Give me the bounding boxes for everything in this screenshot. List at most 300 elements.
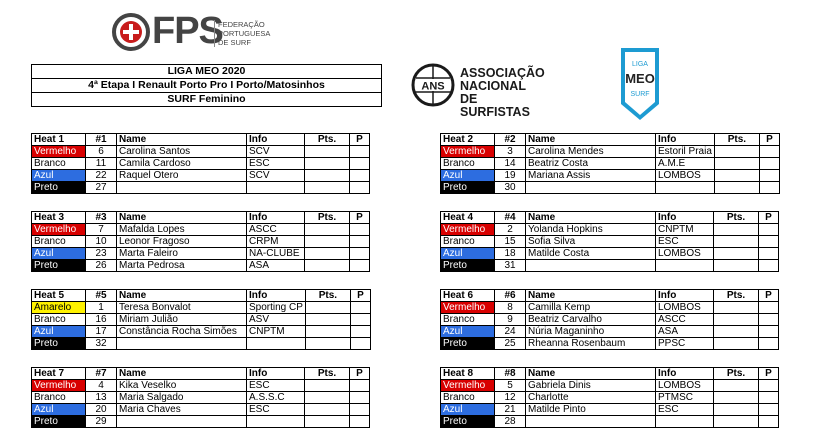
column-info-header: Info xyxy=(656,134,715,146)
column-pts-header: Pts. xyxy=(305,134,350,146)
points-cell xyxy=(714,224,759,236)
points-cell xyxy=(714,338,759,350)
points-cell xyxy=(714,170,759,182)
seed-number-cell: 21 xyxy=(495,404,526,416)
table-row xyxy=(441,260,779,272)
heat-number: #6 xyxy=(495,290,526,302)
club-info-cell: LOMBOS xyxy=(656,380,714,392)
ans-badge-text: ANS xyxy=(421,80,445,93)
table-row xyxy=(32,302,371,314)
club-info-cell: LOMBOS xyxy=(656,302,714,314)
club-info-cell: CNPTM xyxy=(656,224,714,236)
table-row xyxy=(32,158,370,170)
club-info-cell: CNPTM xyxy=(247,326,306,338)
club-info-cell: SCV xyxy=(247,170,305,182)
surfer-name-cell: Charlotte xyxy=(526,392,656,404)
jersey-color-cell: Azul xyxy=(441,326,495,338)
liga-top-text: LIGA xyxy=(632,61,648,68)
seed-number-cell: 17 xyxy=(86,326,117,338)
table-row xyxy=(441,302,779,314)
column-p-header: P xyxy=(350,212,370,224)
points-cell xyxy=(714,182,759,194)
club-info-cell: ESC xyxy=(247,158,305,170)
table-row xyxy=(441,326,779,338)
club-info-cell: ASCC xyxy=(247,224,305,236)
column-name-header: Name xyxy=(526,134,656,146)
column-p-header: P xyxy=(350,368,370,380)
surfer-name-cell xyxy=(526,416,656,428)
position-cell xyxy=(759,302,779,314)
ans-wordmark: ASSOCIAÇÃO NACIONAL DE SURFISTAS xyxy=(460,66,545,119)
surfer-name-cell: Gabriela Dinis xyxy=(526,380,656,392)
jersey-color-cell: Vermelho xyxy=(32,380,86,392)
column-name-header: Name xyxy=(117,212,247,224)
surfer-name-cell xyxy=(117,338,247,350)
points-cell xyxy=(714,248,759,260)
column-name-header: Name xyxy=(117,290,247,302)
position-cell xyxy=(350,158,370,170)
table-row xyxy=(441,404,779,416)
seed-number-cell: 27 xyxy=(86,182,117,194)
liga-meo-badge-icon xyxy=(619,46,661,122)
seed-number-cell: 22 xyxy=(86,170,117,182)
heat-header-row xyxy=(32,134,370,146)
surfer-name-cell xyxy=(526,260,656,272)
seed-number-cell: 32 xyxy=(86,338,117,350)
seed-number-cell: 1 xyxy=(86,302,117,314)
column-name-header: Name xyxy=(117,134,247,146)
table-row xyxy=(441,338,779,350)
position-cell xyxy=(350,146,370,158)
heat-label: Heat 8 xyxy=(441,368,495,380)
heat-label: Heat 6 xyxy=(441,290,495,302)
column-name-header: Name xyxy=(526,368,656,380)
position-cell xyxy=(759,326,779,338)
position-cell xyxy=(759,380,779,392)
club-info-cell xyxy=(247,182,305,194)
club-info-cell: SCV xyxy=(247,146,305,158)
club-info-cell: ESC xyxy=(247,404,305,416)
points-cell xyxy=(305,158,350,170)
position-cell xyxy=(350,260,370,272)
liga-meo-logo xyxy=(619,46,661,122)
fps-emblem-icon xyxy=(112,13,150,51)
club-info-cell: CRPM xyxy=(247,236,305,248)
table-row xyxy=(441,224,779,236)
seed-number-cell: 7 xyxy=(86,224,117,236)
surfer-name-cell: Yolanda Hopkins xyxy=(526,224,656,236)
column-name-header: Name xyxy=(117,368,247,380)
heat-header-row xyxy=(441,212,779,224)
club-info-cell: NA-CLUBE xyxy=(247,248,305,260)
club-info-cell: PPSC xyxy=(656,338,714,350)
position-cell xyxy=(350,404,370,416)
position-cell xyxy=(350,224,370,236)
seed-number-cell: 4 xyxy=(86,380,117,392)
surfer-name-cell: Maria Chaves xyxy=(117,404,247,416)
club-info-cell: A.S.S.C xyxy=(247,392,305,404)
heat-label: Heat 1 xyxy=(32,134,86,146)
column-pts-header: Pts. xyxy=(305,290,350,302)
surfer-name-cell: Camilla Kemp xyxy=(526,302,656,314)
column-pts-header: Pts. xyxy=(714,290,759,302)
event-line-1: LIGA MEO 2020 xyxy=(32,65,381,79)
position-cell xyxy=(350,248,370,260)
seed-number-cell: 31 xyxy=(495,260,526,272)
surfer-name-cell: Camila Cardoso xyxy=(117,158,247,170)
seed-number-cell: 19 xyxy=(495,170,526,182)
club-info-cell: Estoril Praia xyxy=(656,146,715,158)
club-info-cell xyxy=(656,416,714,428)
club-info-cell: ESC xyxy=(656,236,714,248)
heat-table-3 xyxy=(31,211,370,272)
column-pts-header: Pts. xyxy=(305,368,350,380)
jersey-color-cell: Preto xyxy=(32,182,86,194)
seed-number-cell: 11 xyxy=(86,158,117,170)
points-cell xyxy=(305,170,350,182)
position-cell xyxy=(350,170,370,182)
ans-logo xyxy=(410,62,545,119)
club-info-cell: ESC xyxy=(656,404,714,416)
heat-header-row xyxy=(441,290,779,302)
surfer-name-cell: Marta Pedrosa xyxy=(117,260,247,272)
heat-number: #2 xyxy=(495,134,526,146)
seed-number-cell: 3 xyxy=(495,146,526,158)
table-row xyxy=(441,158,780,170)
jersey-color-cell: Preto xyxy=(32,416,86,428)
column-pts-header: Pts. xyxy=(714,368,759,380)
position-cell xyxy=(350,302,370,314)
points-cell xyxy=(714,260,759,272)
surfer-name-cell: Carolina Santos xyxy=(117,146,247,158)
column-pts-header: Pts. xyxy=(714,212,759,224)
seed-number-cell: 20 xyxy=(86,404,117,416)
heat-header-row xyxy=(32,290,371,302)
position-cell xyxy=(759,260,779,272)
heat-header-row xyxy=(441,134,780,146)
points-cell xyxy=(305,146,350,158)
seed-number-cell: 2 xyxy=(495,224,526,236)
club-info-cell xyxy=(247,338,306,350)
jersey-color-cell: Preto xyxy=(441,182,495,194)
points-cell xyxy=(305,224,350,236)
table-row xyxy=(441,392,779,404)
jersey-color-cell: Preto xyxy=(441,416,495,428)
surfer-name-cell: Constância Rocha Simões xyxy=(117,326,247,338)
fps-subtitle: FEDERAÇÃO PORTUGUESA DE SURF xyxy=(214,20,270,47)
points-cell xyxy=(714,146,759,158)
seed-number-cell: 9 xyxy=(495,314,526,326)
table-row xyxy=(32,260,370,272)
position-cell xyxy=(759,182,779,194)
surfer-name-cell xyxy=(117,416,247,428)
column-info-header: Info xyxy=(656,368,714,380)
table-row xyxy=(32,380,370,392)
position-cell xyxy=(350,326,370,338)
jersey-color-cell: Branco xyxy=(441,236,495,248)
table-row xyxy=(441,380,779,392)
club-info-cell: LOMBOS xyxy=(656,170,715,182)
heat-number: #8 xyxy=(495,368,526,380)
table-row xyxy=(32,170,370,182)
jersey-color-cell: Preto xyxy=(32,260,86,272)
table-row xyxy=(32,146,370,158)
points-cell xyxy=(714,416,759,428)
jersey-color-cell: Azul xyxy=(32,404,86,416)
points-cell xyxy=(714,392,759,404)
seed-number-cell: 18 xyxy=(495,248,526,260)
table-row xyxy=(32,404,370,416)
heat-number: #7 xyxy=(86,368,117,380)
surfer-name-cell: Beatriz Carvalho xyxy=(526,314,656,326)
surfer-name-cell: Teresa Bonvalot xyxy=(117,302,247,314)
club-info-cell xyxy=(656,182,715,194)
points-cell xyxy=(305,248,350,260)
surfer-name-cell: Maria Salgado xyxy=(117,392,247,404)
table-row xyxy=(441,170,780,182)
jersey-color-cell: Vermelho xyxy=(32,224,86,236)
heat-number: #1 xyxy=(86,134,117,146)
event-title-box xyxy=(31,64,382,107)
heat-table-8 xyxy=(440,367,779,428)
jersey-color-cell: Branco xyxy=(32,314,86,326)
heat-header-row xyxy=(32,212,370,224)
points-cell xyxy=(305,404,350,416)
club-info-cell: PTMSC xyxy=(656,392,714,404)
points-cell xyxy=(305,380,350,392)
jersey-color-cell: Branco xyxy=(441,314,495,326)
jersey-color-cell: Azul xyxy=(441,170,495,182)
column-name-header: Name xyxy=(526,212,656,224)
jersey-color-cell: Branco xyxy=(441,392,495,404)
position-cell xyxy=(350,236,370,248)
surfer-name-cell: Mafalda Lopes xyxy=(117,224,247,236)
position-cell xyxy=(350,338,370,350)
surfer-name-cell: Kika Veselko xyxy=(117,380,247,392)
jersey-color-cell: Vermelho xyxy=(441,146,495,158)
column-info-header: Info xyxy=(656,212,714,224)
column-p-header: P xyxy=(350,134,370,146)
column-p-header: P xyxy=(759,212,779,224)
position-cell xyxy=(350,314,370,326)
jersey-color-cell: Branco xyxy=(441,158,495,170)
column-name-header: Name xyxy=(526,290,656,302)
jersey-color-cell: Branco xyxy=(32,158,86,170)
table-row xyxy=(32,224,370,236)
jersey-color-cell: Branco xyxy=(32,236,86,248)
jersey-color-cell: Branco xyxy=(32,392,86,404)
heat-table-7 xyxy=(31,367,370,428)
column-info-header: Info xyxy=(247,212,305,224)
position-cell xyxy=(759,416,779,428)
heat-label: Heat 2 xyxy=(441,134,495,146)
column-pts-header: Pts. xyxy=(714,134,759,146)
ans-globe-icon xyxy=(410,62,456,108)
surfer-name-cell: Sofia Silva xyxy=(526,236,656,248)
table-row xyxy=(441,182,780,194)
position-cell xyxy=(759,248,779,260)
position-cell xyxy=(350,380,370,392)
heat-label: Heat 5 xyxy=(32,290,86,302)
event-line-2: 4ª Etapa I Renault Porto Pro I Porto/Matosinhos xyxy=(32,79,381,93)
table-row xyxy=(32,326,371,338)
position-cell xyxy=(759,236,779,248)
points-cell xyxy=(305,326,350,338)
club-info-cell: ASV xyxy=(247,314,306,326)
column-info-header: Info xyxy=(247,368,305,380)
column-p-header: P xyxy=(759,290,779,302)
seed-number-cell: 5 xyxy=(495,380,526,392)
points-cell xyxy=(714,404,759,416)
heat-table-4 xyxy=(440,211,779,272)
heat-header-row xyxy=(441,368,779,380)
points-cell xyxy=(714,236,759,248)
table-row xyxy=(32,236,370,248)
position-cell xyxy=(759,404,779,416)
club-info-cell: Sporting CP xyxy=(247,302,306,314)
points-cell xyxy=(305,416,350,428)
club-info-cell: A.M.E xyxy=(656,158,715,170)
position-cell xyxy=(350,392,370,404)
points-cell xyxy=(305,314,350,326)
jersey-color-cell: Preto xyxy=(441,260,495,272)
fps-wordmark: FPS xyxy=(152,10,223,52)
table-row xyxy=(32,338,371,350)
jersey-color-cell: Azul xyxy=(32,170,86,182)
club-info-cell: LOMBOS xyxy=(656,248,714,260)
club-info-cell: ASCC xyxy=(656,314,714,326)
surfer-name-cell: Matilde Pinto xyxy=(526,404,656,416)
table-row xyxy=(441,314,779,326)
points-cell xyxy=(714,158,759,170)
seed-number-cell: 26 xyxy=(86,260,117,272)
table-row xyxy=(32,314,371,326)
seed-number-cell: 6 xyxy=(86,146,117,158)
table-row xyxy=(32,182,370,194)
surfer-name-cell: Rheanna Rosenbaum xyxy=(526,338,656,350)
club-info-cell: ASA xyxy=(247,260,305,272)
column-info-header: Info xyxy=(247,290,306,302)
column-info-header: Info xyxy=(247,134,305,146)
jersey-color-cell: Vermelho xyxy=(441,380,495,392)
points-cell xyxy=(305,260,350,272)
heat-table-2 xyxy=(440,133,780,194)
surfer-name-cell xyxy=(526,182,656,194)
table-row xyxy=(441,416,779,428)
column-pts-header: Pts. xyxy=(305,212,350,224)
seed-number-cell: 8 xyxy=(495,302,526,314)
surfer-name-cell: Núria Maganinho xyxy=(526,326,656,338)
table-row xyxy=(32,416,370,428)
liga-bottom-text: SURF xyxy=(630,91,650,98)
table-row xyxy=(441,248,779,260)
seed-number-cell: 10 xyxy=(86,236,117,248)
points-cell xyxy=(305,338,350,350)
column-p-header: P xyxy=(759,134,779,146)
surfer-name-cell: Beatriz Costa xyxy=(526,158,656,170)
surfer-name-cell: Miriam Julião xyxy=(117,314,247,326)
seed-number-cell: 25 xyxy=(495,338,526,350)
points-cell xyxy=(714,326,759,338)
table-row xyxy=(441,146,780,158)
jersey-color-cell: Vermelho xyxy=(441,224,495,236)
club-info-cell xyxy=(656,260,714,272)
jersey-color-cell: Preto xyxy=(32,338,86,350)
points-cell xyxy=(305,236,350,248)
position-cell xyxy=(759,158,779,170)
points-cell xyxy=(305,392,350,404)
jersey-color-cell: Azul xyxy=(32,326,86,338)
heat-label: Heat 4 xyxy=(441,212,495,224)
position-cell xyxy=(759,392,779,404)
jersey-color-cell: Preto xyxy=(441,338,495,350)
heat-label: Heat 7 xyxy=(32,368,86,380)
points-cell xyxy=(305,302,350,314)
seed-number-cell: 28 xyxy=(495,416,526,428)
position-cell xyxy=(759,170,779,182)
fps-logo xyxy=(112,12,272,52)
seed-number-cell: 12 xyxy=(495,392,526,404)
liga-mid-text: MEO xyxy=(625,71,655,86)
column-p-header: P xyxy=(759,368,779,380)
seed-number-cell: 23 xyxy=(86,248,117,260)
heat-table-5 xyxy=(31,289,371,350)
column-p-header: P xyxy=(350,290,370,302)
jersey-color-cell: Vermelho xyxy=(441,302,495,314)
heat-table-1 xyxy=(31,133,370,194)
heat-header-row xyxy=(32,368,370,380)
position-cell xyxy=(759,338,779,350)
surfer-name-cell: Raquel Otero xyxy=(117,170,247,182)
table-row xyxy=(441,236,779,248)
seed-number-cell: 30 xyxy=(495,182,526,194)
heat-label: Heat 3 xyxy=(32,212,86,224)
table-row xyxy=(32,248,370,260)
points-cell xyxy=(714,314,759,326)
seed-number-cell: 24 xyxy=(495,326,526,338)
seed-number-cell: 15 xyxy=(495,236,526,248)
seed-number-cell: 16 xyxy=(86,314,117,326)
table-row xyxy=(32,392,370,404)
points-cell xyxy=(305,182,350,194)
jersey-color-cell: Amarelo xyxy=(32,302,86,314)
event-line-3: SURF Feminino xyxy=(167,93,246,105)
surfer-name-cell: Carolina Mendes xyxy=(526,146,656,158)
surfer-name-cell: Marta Faleiro xyxy=(117,248,247,260)
points-cell xyxy=(714,302,759,314)
jersey-color-cell: Azul xyxy=(441,404,495,416)
surfer-name-cell: Matilde Costa xyxy=(526,248,656,260)
position-cell xyxy=(350,416,370,428)
points-cell xyxy=(714,380,759,392)
club-info-cell xyxy=(247,416,305,428)
heat-number: #4 xyxy=(495,212,526,224)
club-info-cell: ESC xyxy=(247,380,305,392)
position-cell xyxy=(350,182,370,194)
seed-number-cell: 14 xyxy=(495,158,526,170)
surfer-name-cell: Mariana Assis xyxy=(526,170,656,182)
position-cell xyxy=(759,224,779,236)
seed-number-cell: 29 xyxy=(86,416,117,428)
position-cell xyxy=(759,146,779,158)
club-info-cell: ASA xyxy=(656,326,714,338)
heat-number: #3 xyxy=(86,212,117,224)
seed-number-cell: 13 xyxy=(86,392,117,404)
jersey-color-cell: Vermelho xyxy=(32,146,86,158)
jersey-color-cell: Azul xyxy=(441,248,495,260)
position-cell xyxy=(759,314,779,326)
column-info-header: Info xyxy=(656,290,714,302)
